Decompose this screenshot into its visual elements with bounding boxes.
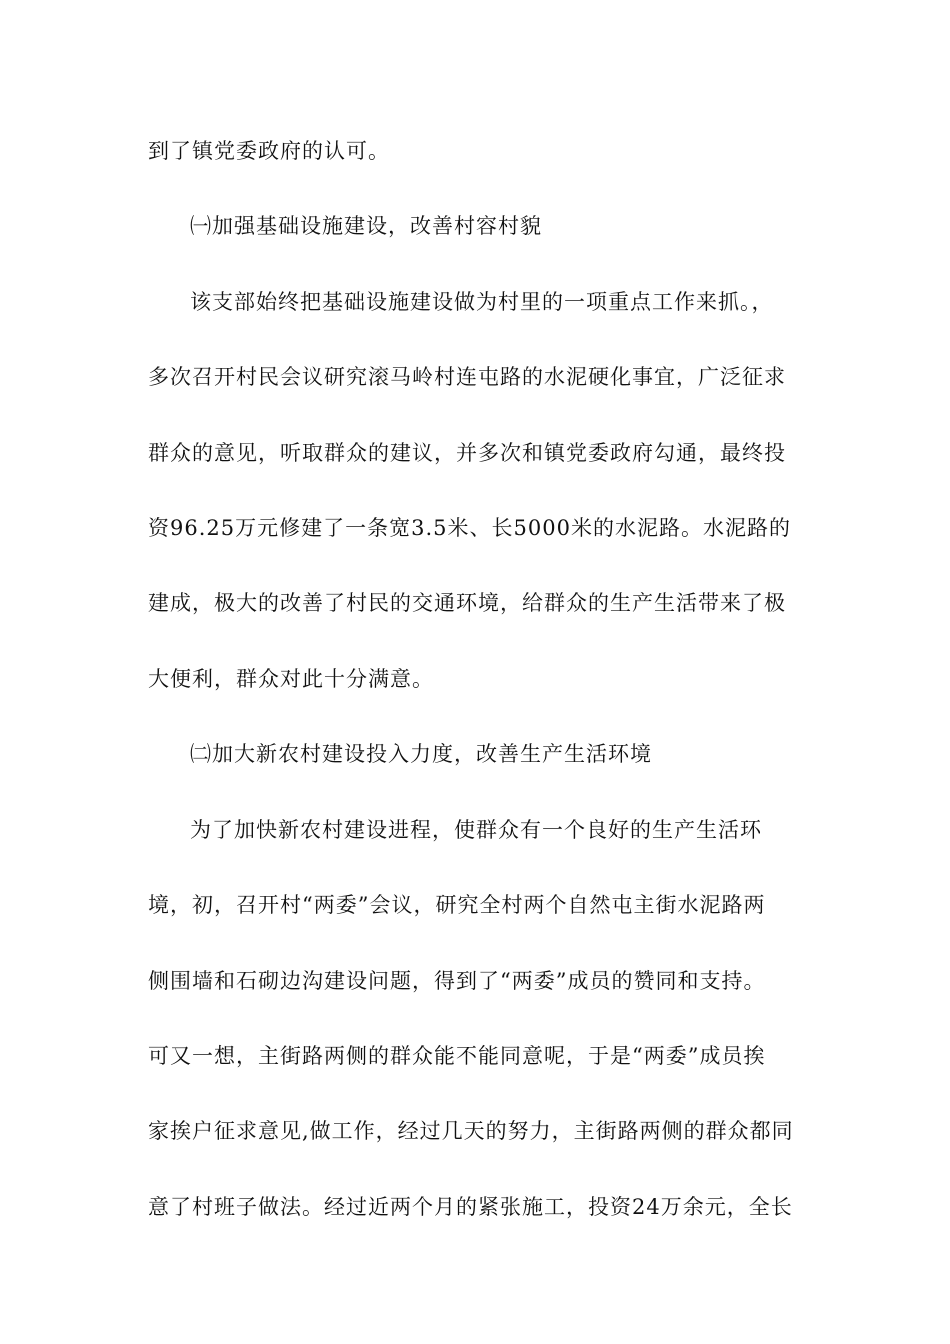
- paragraph-line: 家挨户征求意见,做工作，经过几天的努力，主街路两侧的群众都同: [148, 1119, 794, 1143]
- paragraph-line: 资96.25万元修建了一条宽3.5米、长5000米的水泥路。水泥路的: [148, 516, 791, 540]
- paragraph-line: 境，初，召开村“两委”会议，研究全村两个自然屯主街水泥路两: [148, 893, 766, 917]
- section-heading-2: ㈡加大新农村建设投入力度，改善生产生活环境: [190, 742, 652, 766]
- paragraph-line: 到了镇党委政府的认可。: [148, 139, 390, 163]
- paragraph-line: 大便利，群众对此十分满意。: [148, 667, 434, 691]
- paragraph-line: 多次召开村民会议研究滚马岭村连屯路的水泥硬化事宜，广泛征求: [148, 365, 786, 389]
- paragraph-line: 建成，极大的改善了村民的交通环境，给群众的生产生活带来了极: [148, 591, 786, 615]
- paragraph-line: 为了加快新农村建设进程，使群众有一个良好的生产生活环: [190, 818, 762, 842]
- paragraph-line: 可又一想，主街路两侧的群众能不能同意呢，于是“两委”成员挨: [148, 1044, 766, 1068]
- paragraph-line: 侧围墙和石砌边沟建设问题，得到了“两委”成员的赞同和支持。: [148, 969, 766, 993]
- paragraph-line: 该支部始终把基础设施建设做为村里的一项重点工作来抓。，: [190, 290, 774, 314]
- paragraph-line: 意了村班子做法。经过近两个月的紧张施工，投资24万余元，全长: [148, 1195, 793, 1219]
- section-heading-1: ㈠加强基础设施建设，改善村容村貌: [190, 214, 542, 238]
- paragraph-line: 群众的意见，听取群众的建议，并多次和镇党委政府勾通，最终投: [148, 441, 786, 465]
